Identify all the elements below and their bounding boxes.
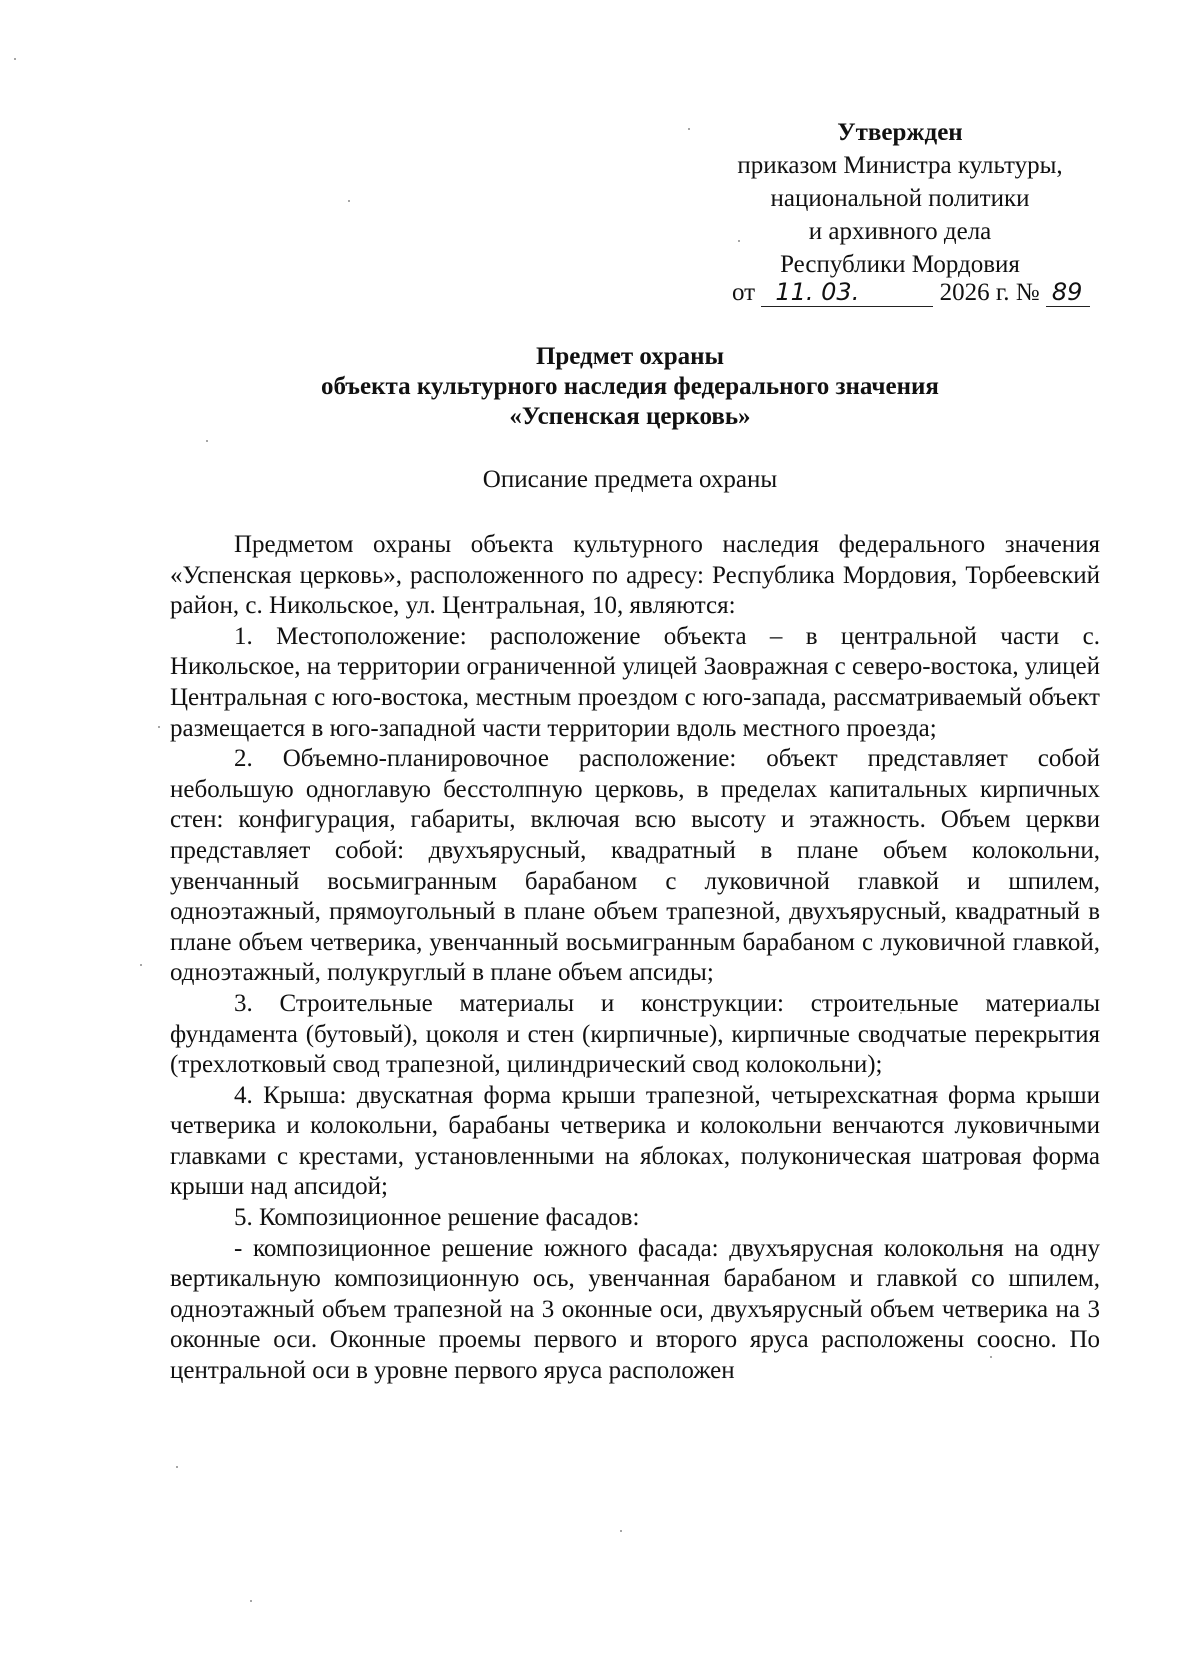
approval-date-line: [732, 278, 1090, 307]
date-prefix: от: [732, 279, 756, 306]
approval-line: национальной политики: [770, 185, 1030, 212]
item-facades: 5. Композиционное решение фасадов:: [234, 1204, 640, 1232]
approval-line: и архивного дела: [808, 218, 992, 245]
approval-title: Утвержден: [837, 119, 963, 146]
heading-line: Предмет охраны: [535, 343, 725, 370]
heading-line: «Успенская церковь»: [509, 403, 751, 430]
document-heading: [150, 342, 1110, 432]
item-materials: 3. Строительные материалы и конструкции: строительные материалы фундамента (бутовый), цоколя и стен (кирпичные), кирпичные сводчатые перекрытия (трехлотковый свод трапезной, цилиндрический свод колокольни);: [170, 989, 1100, 1079]
date-suffix: 2026 г. №: [939, 279, 1040, 306]
approval-line: приказом Министра культуры,: [737, 152, 1063, 179]
approval-block: [700, 116, 1100, 281]
handwritten-number: 89: [1046, 278, 1090, 307]
item-south-facade: - композиционное решение южного фасада: двухъярусная колокольня на одну вертикальную композиционную ось, увенчанная барабаном и главкой со шпилем, одноэтажный объем трапезной на 3 оконные оси, двухъярусный объем четверика на 3 оконные оси. Оконные проемы первого и второго яруса расположены соосно. По центральной оси в уровне первого яруса расположен: [170, 1234, 1100, 1385]
section-subheading: Описание предмета охраны: [482, 466, 778, 493]
heading-line: объекта культурного наследия федерального значения: [321, 373, 939, 400]
document-body: [170, 530, 1100, 1387]
item-volume-planning: 2. Объемно-планировочное расположение: объект представляет собой небольшую одноглавую бесстолпную церковь, в пределах капитальных кирпичных стен: конфигурация, габариты, включая всю высоту и этажность. Объем церкви представляет собой: двухъярусный, квадратный в плане объем колокольни, увенчанный восьмигранным барабаном с луковичной главкой и шпилем, одноэтажный, прямоугольный в плане объем трапезной, двухъярусный, квадратный в плане объем четверика, увенчанный восьмигранным барабаном с луковичной главкой, одноэтажный, полукруглый в плане объем апсиды;: [170, 745, 1100, 987]
handwritten-date: 11. 03.: [761, 278, 933, 307]
item-roof: 4. Крыша: двускатная форма крыши трапезной, четырехскатная форма крыши четверика и колокольни, барабаны четверика и колокольни венчаются луковичными главками с крестами, установленными на яблоках, полуконическая шатровая форма крыши над апсидой;: [170, 1081, 1100, 1201]
intro-paragraph: Предметом охраны объекта культурного наследия федерального значения «Успенская церковь», расположенного по адресу: Республика Мордовия, Торбеевский район, с. Никольское, ул. Центральная, 10, являются:: [170, 531, 1100, 620]
item-location: 1. Местоположение: расположение объекта – в центральной части с. Никольское, на территории ограниченной улицей Заовражная с северо-востока, улицей Центральная с юго-востока, местным проездом с юго-запада, рассматриваемый объект размещается в юго-западной части территории вдоль местного проезда;: [170, 622, 1100, 742]
approval-line: Республики Мордовия: [780, 251, 1020, 278]
